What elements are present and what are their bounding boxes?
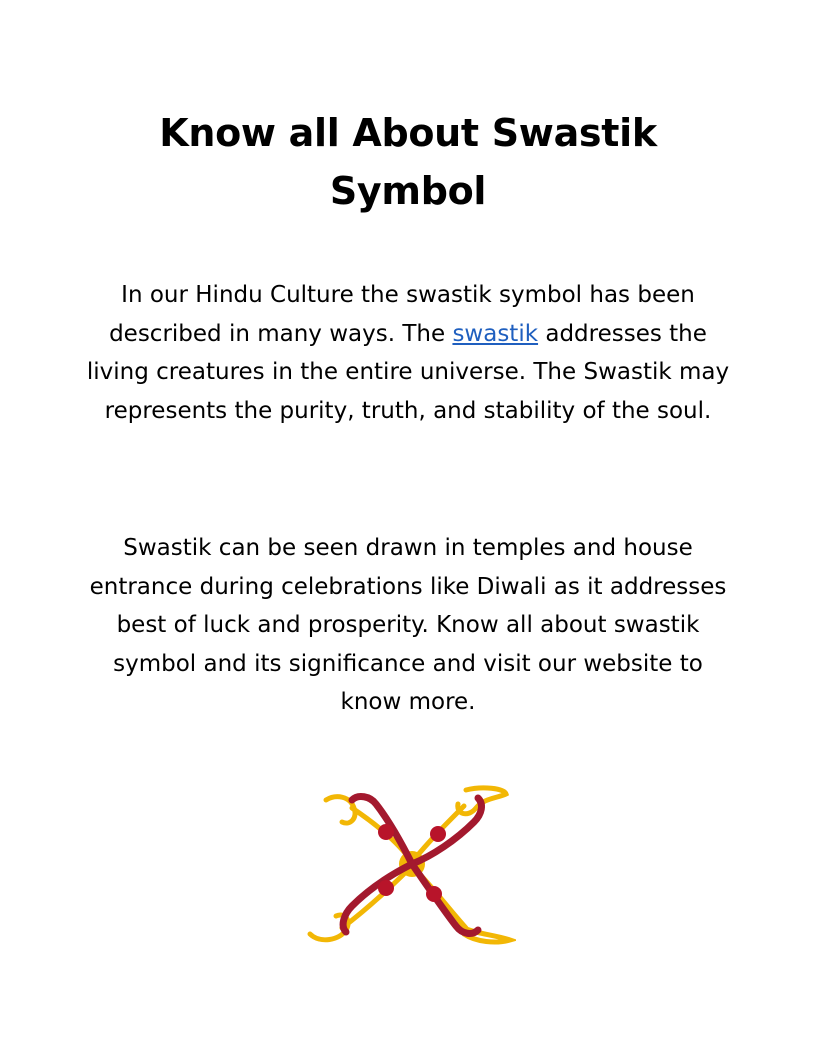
intro-text-before-link: In our Hindu Culture the swastik symbol has been described in many ways. The [109, 282, 695, 347]
swastik-symbol-icon [306, 784, 516, 946]
celebration-paragraph: Swastik can be seen drawn in temples and house entrance during celebrations like Diwali as it addresses best of luck and prosperity. Know all about swastik symbol and its significance and visit our website to know more. [89, 535, 727, 715]
red-arm-right [412, 798, 481, 864]
gold-sweep-bottom-left [342, 866, 412, 928]
red-dot-bottom-right [426, 886, 442, 902]
red-dot-top-right [430, 826, 446, 842]
intro-paragraph [80, 276, 736, 430]
intro-text-after-link: addresses the living creatures in the entire universe. The Swastik may represents the purity, truth, and stability of the soul. [86, 320, 730, 424]
red-dot-bottom-left [378, 880, 394, 896]
swastik-link[interactable]: swastik [452, 320, 539, 347]
red-dot-top-left [378, 824, 394, 840]
page-title: Know all About Swastik Symbol [159, 111, 657, 213]
red-arm-bottom [412, 864, 478, 933]
